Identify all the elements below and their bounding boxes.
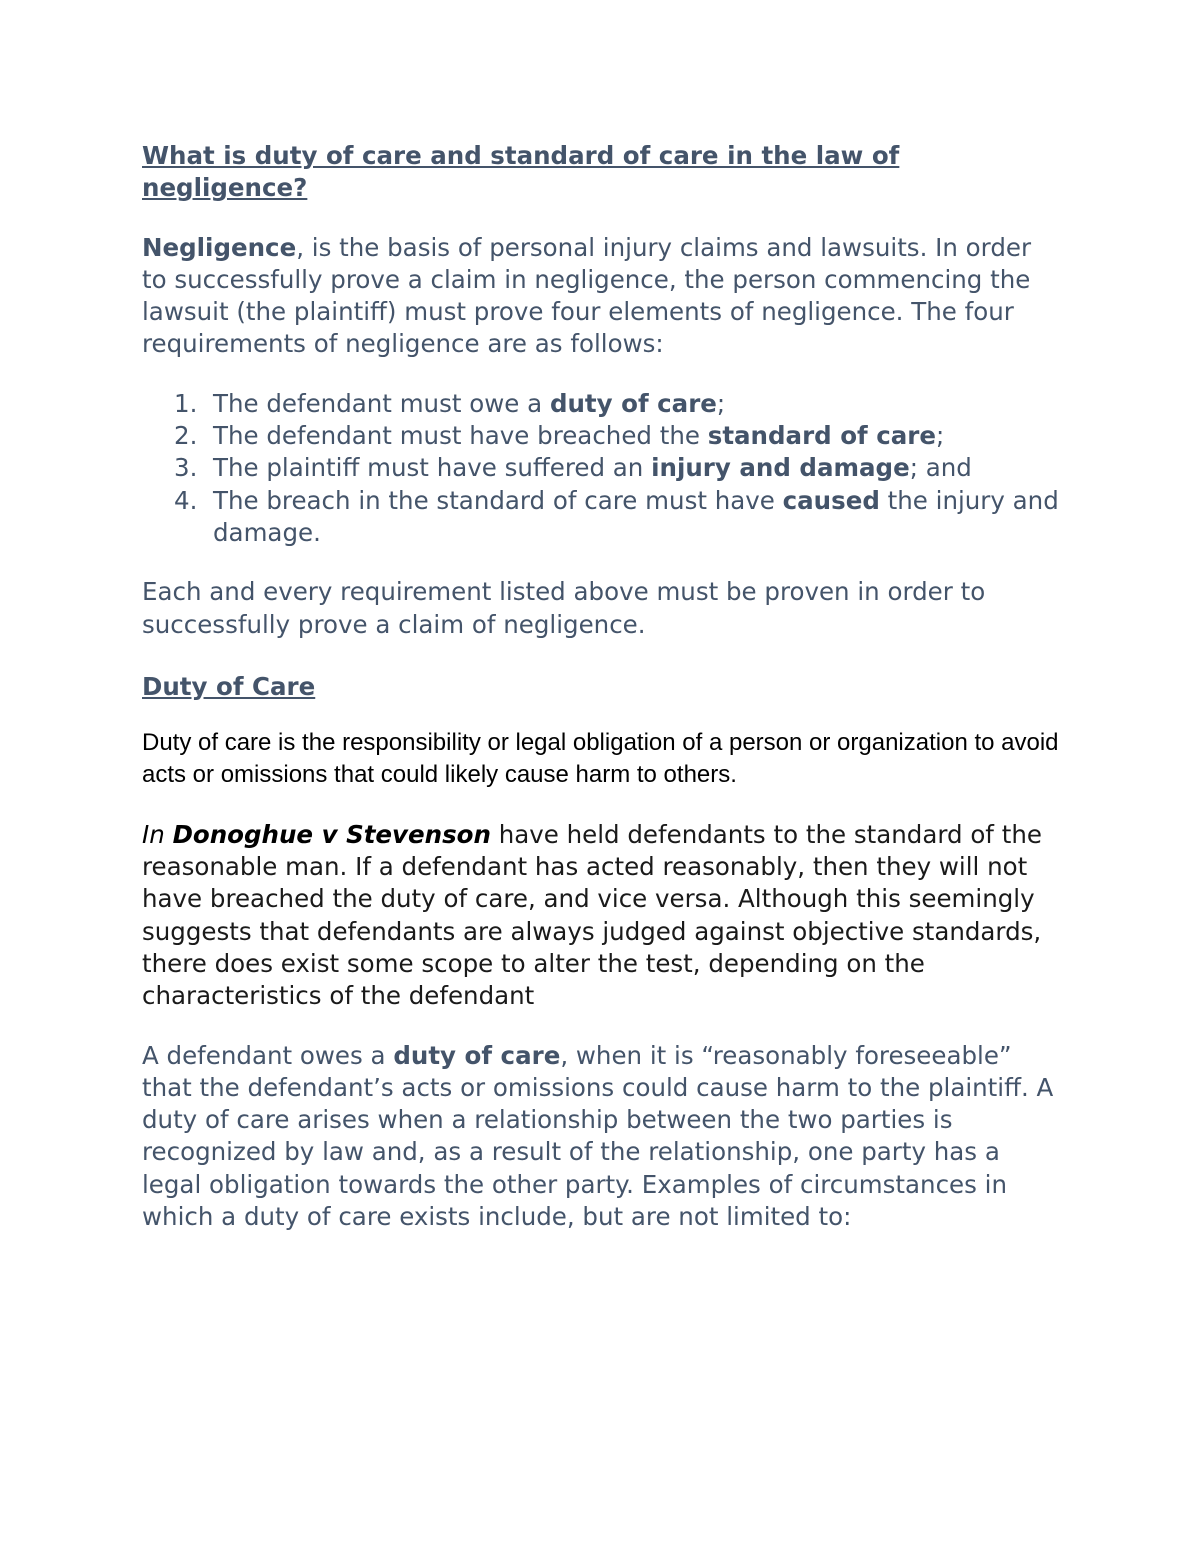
summary-paragraph: Each and every requirement listed above must be proven in order to successfully prove a claim of negligence. bbox=[142, 577, 986, 639]
list-item bbox=[142, 485, 1062, 550]
foreseeable-paragraph bbox=[142, 1040, 1062, 1234]
section-heading-duty-of-care: Duty of Care bbox=[142, 671, 316, 701]
list-item-text: The plaintiff must have suffered an bbox=[213, 453, 652, 483]
list-item-suffix: ; bbox=[936, 421, 945, 451]
case-in-word: In bbox=[142, 819, 165, 849]
list-item bbox=[142, 388, 1062, 420]
list-item-number: 1. bbox=[174, 388, 198, 418]
requirements-list bbox=[142, 388, 1062, 549]
list-item-text: The defendant must owe a bbox=[213, 388, 550, 418]
list-item-number: 2. bbox=[174, 421, 198, 451]
list-item bbox=[142, 452, 1062, 484]
list-item-suffix: ; and bbox=[909, 453, 972, 483]
intro-text: , is the basis of personal injury claims and lawsuits. In order to successfully prove a claim in negligence, the person commencing the lawsuit (the plaintiff) must prove four elements of negligence. The four requirements of negligence are as follows: bbox=[142, 232, 1032, 359]
case-paragraph bbox=[142, 819, 1062, 1013]
foreseeable-bold: duty of care bbox=[393, 1040, 561, 1070]
document-title: What is duty of care and standard of care in the law of negligence? bbox=[142, 141, 900, 203]
list-item-suffix: the injury and damage. bbox=[213, 485, 1059, 547]
case-text: have held defendants to the standard of the reasonable man. If a defendant has acted reasonably, then they will not have breached the duty of care, and vice versa. Although this seemingly suggests that defendants are always judged against objective standards, there does exist some scope to alter the test, depending on the characteristics of the defendant bbox=[142, 819, 1042, 1011]
list-item-bold: caused bbox=[782, 485, 880, 515]
duty-definition-paragraph: Duty of care is the responsibility or legal obligation of a person or organization to avoid acts or omissions that could likely cause harm to others. bbox=[142, 729, 1059, 789]
list-item-number: 4. bbox=[174, 485, 198, 515]
foreseeable-text-post: , when it is “reasonably foreseeable” that the defendant’s acts or omissions could cause harm to the plaintiff. A duty of care arises when a relationship between the two parties is recognized by law and, as a result of the relationship, one party has a legal obligation towards the other party. Examples of circumstances in which a duty of care exists include, but are not limited to: bbox=[142, 1040, 1054, 1232]
intro-bold-lead: Negligence bbox=[142, 232, 297, 262]
list-item-bold: injury and damage bbox=[651, 453, 910, 483]
list-item bbox=[142, 420, 1062, 452]
document-page bbox=[142, 140, 1062, 1260]
list-item-text: The defendant must have breached the bbox=[213, 421, 708, 451]
list-item-suffix: ; bbox=[716, 388, 726, 418]
case-name: Donoghue v Stevenson bbox=[172, 819, 491, 849]
intro-paragraph bbox=[142, 232, 1062, 361]
list-item-text: The breach in the standard of care must have bbox=[213, 485, 783, 515]
list-item-number: 3. bbox=[174, 453, 198, 483]
foreseeable-text-pre: A defendant owes a bbox=[142, 1040, 394, 1070]
list-item-bold: duty of care bbox=[549, 388, 717, 418]
list-item-bold: standard of care bbox=[707, 421, 936, 451]
